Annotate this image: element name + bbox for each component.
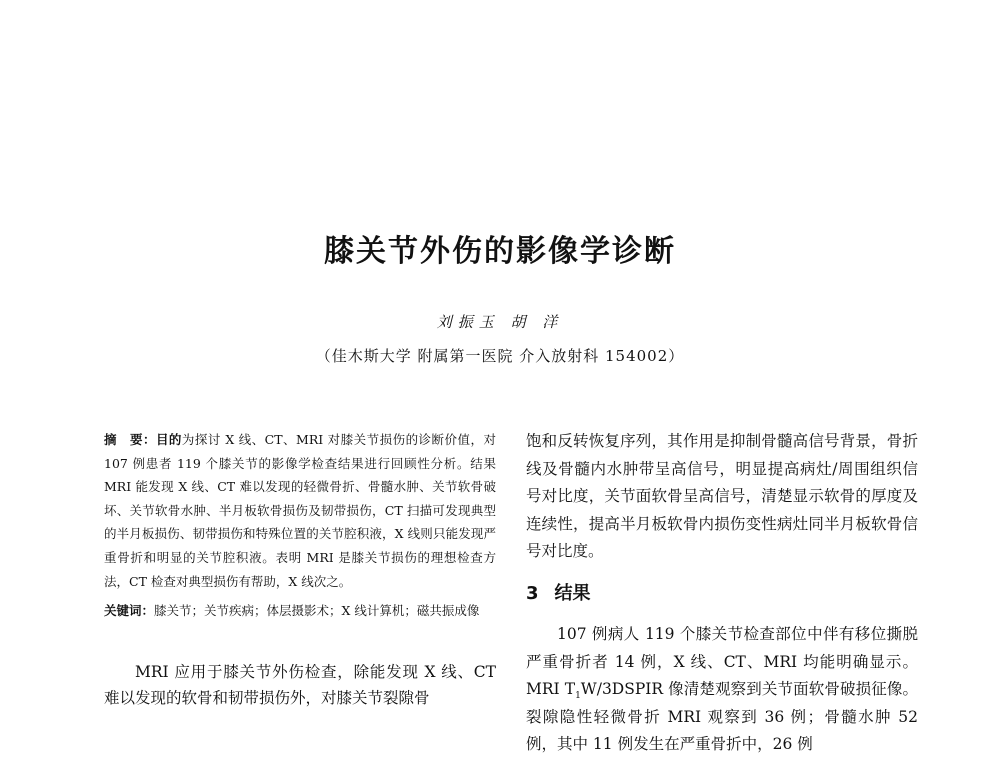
affiliation: （佳木斯大学 附属第一医院 介入放射科 154002） [315,347,685,365]
keywords-label: 关键词： [104,603,155,619]
body-paragraph: MRI 应用于膝关节外伤检查，除能发现 X 线、CT 难以发现的软骨和韧带损伤外，对膝关节裂隙骨 [104,662,496,707]
section-title: 结果 [554,582,591,604]
results-text-1: 107 例病人 119 个膝关节检查部位中伴有移位撕脱严重骨折者 14 例，X 线、CT、MRI 均能明确显示。MRI T [526,625,918,698]
results-paragraph [526,621,918,759]
keywords-text: 膝关节；关节疾病；体层摄影术；X 线计算机；磁共振成像 [154,603,480,619]
section-number: 3 [526,582,539,604]
results-subscript: 1 [575,691,581,702]
abstract-text: 为探讨 X 线、CT、MRI 对膝关节损伤的诊断价值，对 107 例患者 119 个膝关节的影像学检查结果进行回顾性分析。结果 MRI 能发现 X 线、CT 难以发现的轻微骨折、骨髓水肿、关节软骨破坏、关节软骨水肿、半月板软骨损伤及韧带损伤，CT 扫描可发现典型的半月板损伤、韧带损伤和特殊位置的关节腔积液，X 线则只能发现严重骨折和明显的关节腔积液。表明 MRI 是膝关节损伤的理想检查方法，CT 检查对典型损伤有帮助，X 线次之。 [104,432,509,589]
abstract [104,428,509,593]
left-column [104,428,509,711]
abstract-label: 摘 要：目的 [104,432,182,447]
keywords [104,599,496,623]
results-text-2: W/3DSPIR 像清楚观察到关节面软骨破损征像。裂隙隐性轻微骨折 MRI 观察到 36 例；骨髓水肿 52 例，其中 11 例发生在严重骨折中，26 例 [526,680,918,753]
right-column [526,428,918,759]
authors: 刘振玉 胡 洋 [436,313,564,331]
methods-paragraph: 饱和反转恢复序列，其作用是抑制骨髓高信号背景，骨折线及骨髓内水肿带呈高信号，明显提高病灶/周围组织信号对比度，关节面软骨呈高信号，清楚显示软骨的厚度及连续性，提高半月板软骨内损伤变性病灶同半月板软骨信号对比度。 [526,432,918,560]
paper-title: 膝关节外伤的影像学诊断 [324,234,676,269]
section-heading [526,580,918,608]
